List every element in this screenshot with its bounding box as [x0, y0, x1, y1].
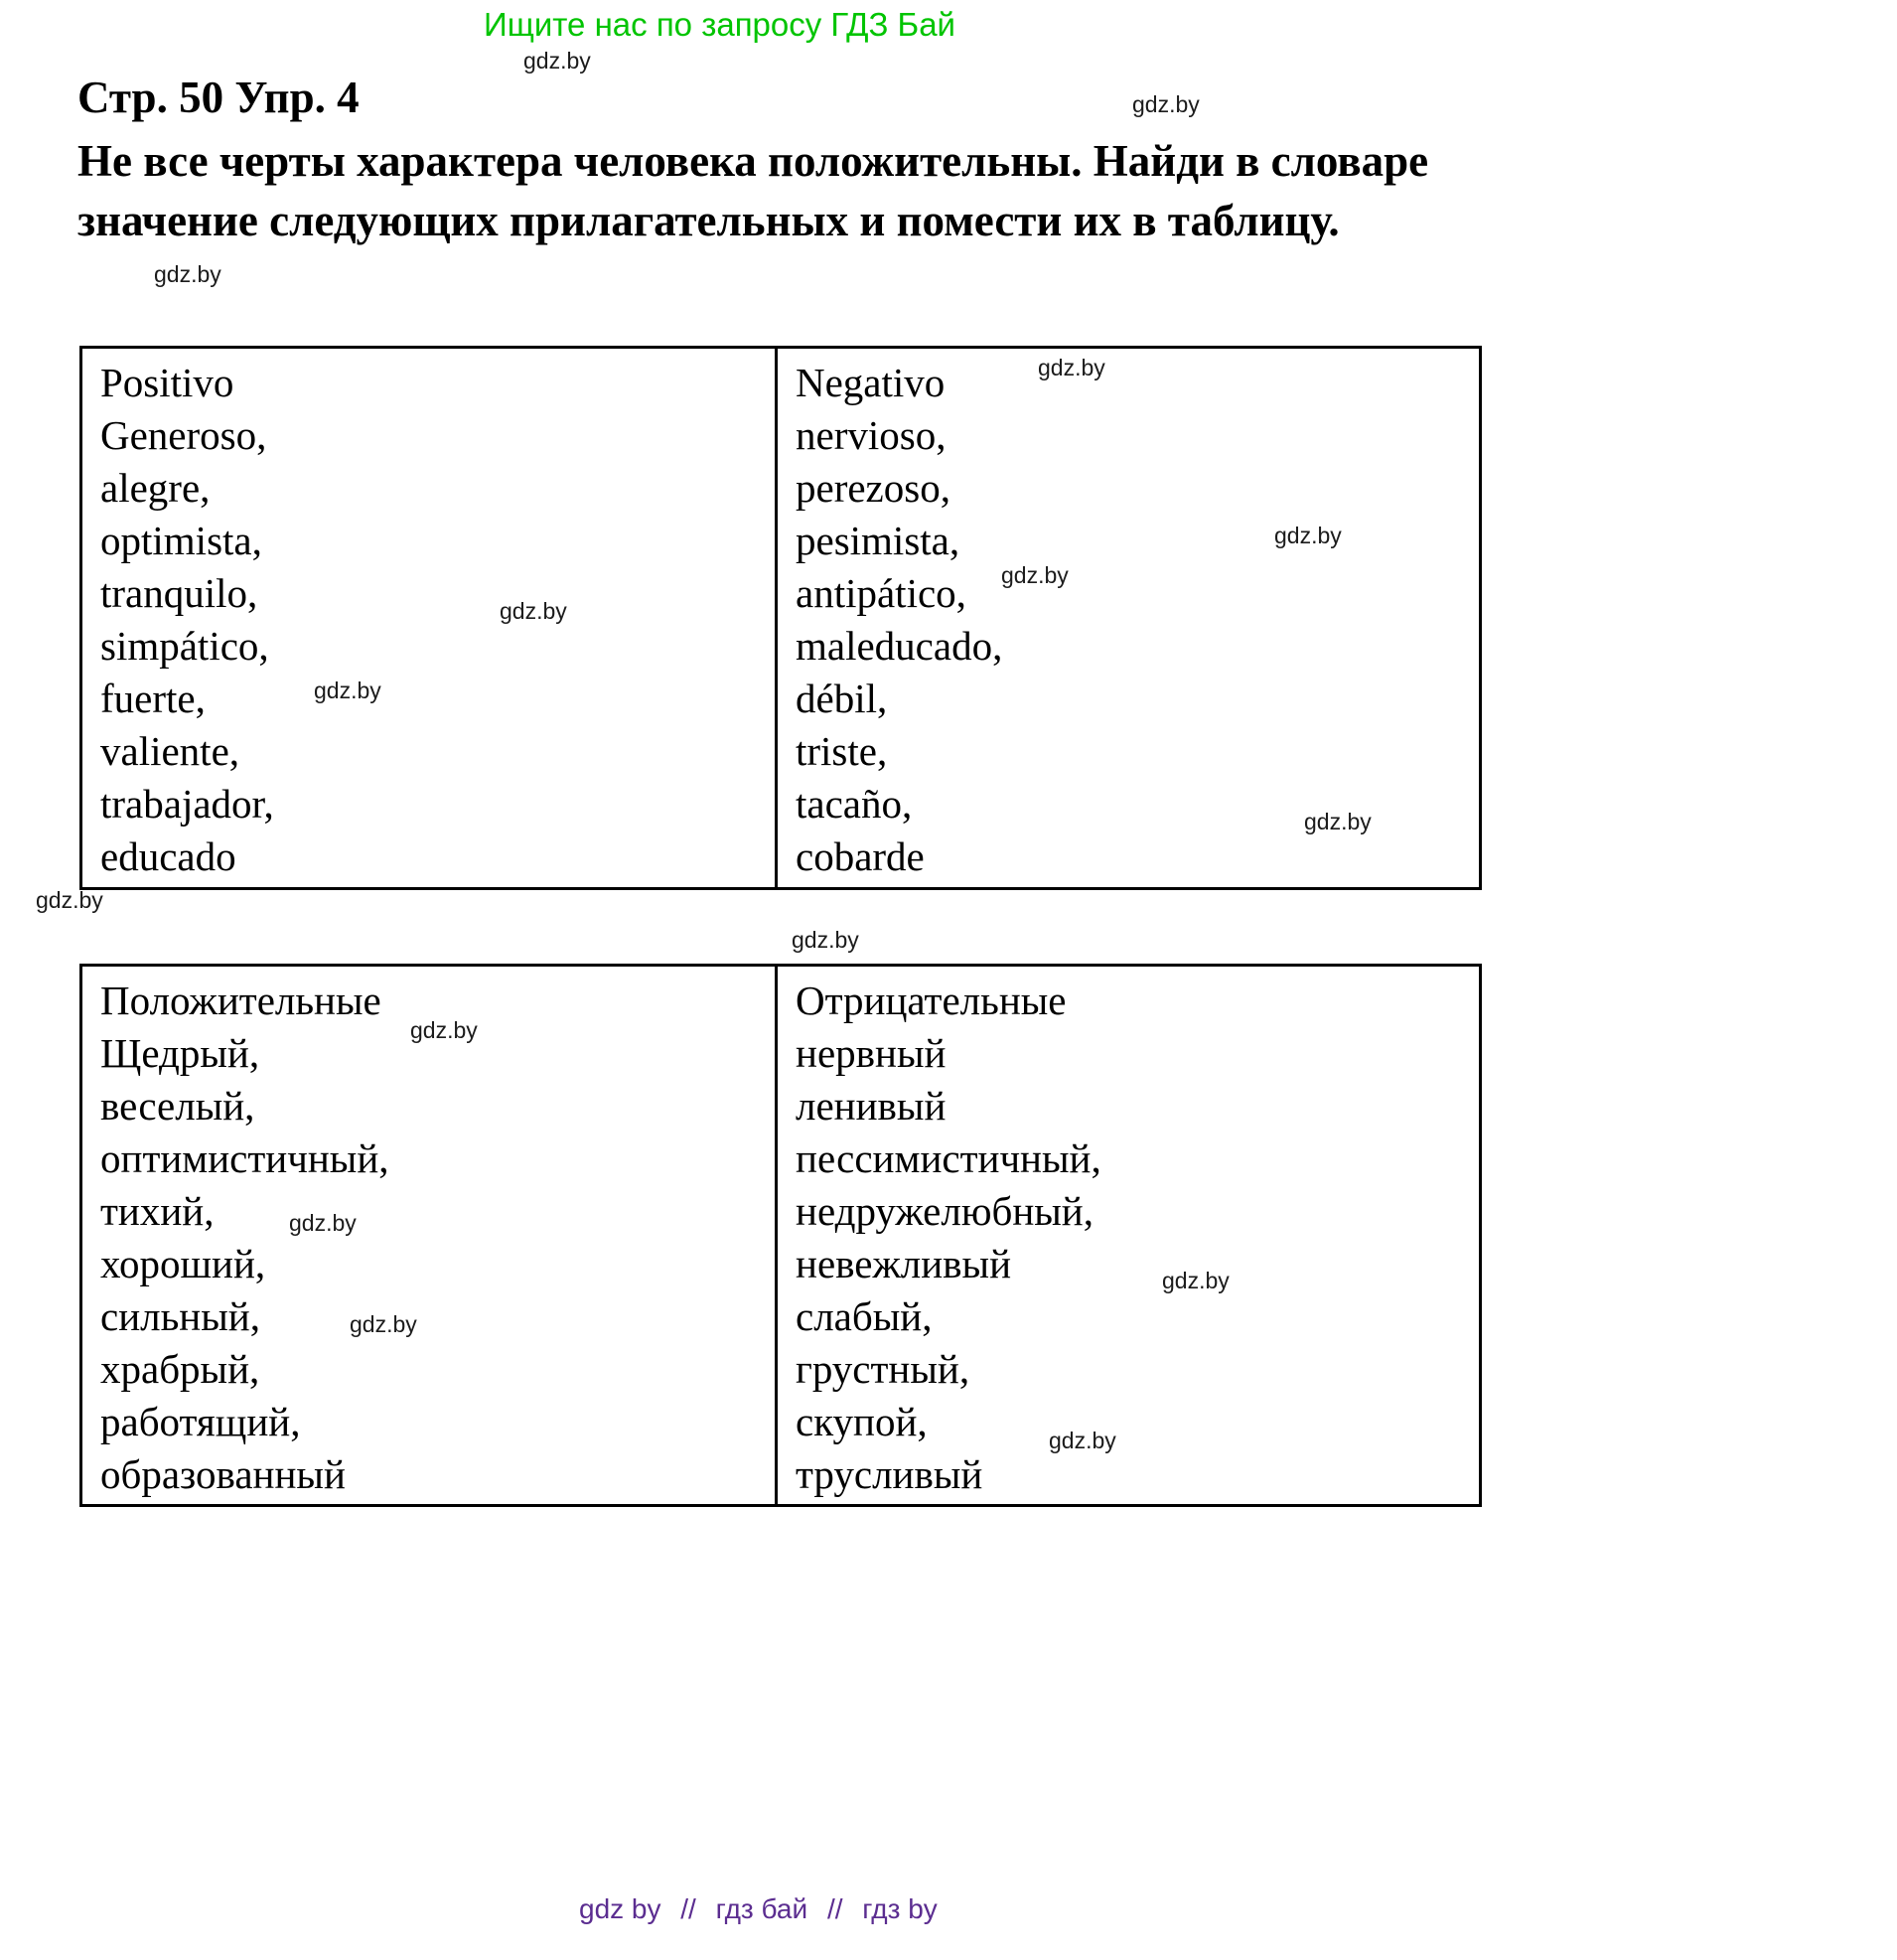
gdz-watermark: gdz.by — [1162, 1268, 1230, 1293]
table-line: fuerte, — [100, 676, 206, 721]
gdz-watermark: gdz.by — [154, 261, 221, 287]
table-line: pesimista, — [796, 518, 960, 563]
table-line: хороший, — [100, 1241, 266, 1286]
table-line: simpático, — [100, 623, 269, 669]
table-line: cobarde — [796, 833, 925, 879]
table-line: trabajador, — [100, 781, 274, 827]
table-line: тихий, — [100, 1188, 215, 1234]
table-line: ленивый — [796, 1083, 947, 1129]
table-line: alegre, — [100, 465, 211, 511]
spanish-adjectives-table — [79, 346, 1482, 890]
footer-separator: // — [826, 1893, 843, 1924]
gdz-watermark: gdz.by — [36, 887, 103, 913]
table-line: valiente, — [100, 728, 240, 774]
gdz-watermark: gdz.by — [1038, 355, 1105, 380]
gdz-watermark: gdz.by — [523, 48, 591, 74]
table-line: грустный, — [796, 1346, 970, 1392]
table-line: храбрый, — [100, 1346, 260, 1392]
page-title: Стр. 50 Упр. 4 — [77, 73, 360, 122]
table-line: tacaño, — [796, 781, 913, 827]
table-cell-negativo — [778, 349, 1479, 887]
gdz-watermark: gdz.by — [1304, 809, 1372, 834]
table-line: слабый, — [796, 1293, 933, 1339]
table-line: triste, — [796, 728, 888, 774]
table-line: Щедрый, — [100, 1030, 260, 1076]
table-line: работящий, — [100, 1399, 301, 1444]
table-line: nervioso, — [796, 412, 947, 458]
table-line: образованный — [100, 1451, 346, 1497]
table-line: optimista, — [100, 518, 262, 563]
table-line: antipático, — [796, 570, 966, 616]
gdz-watermark: gdz.by — [1274, 523, 1342, 548]
column-header-positivo: Positivo — [100, 360, 234, 405]
table-line: maleducado, — [796, 623, 1003, 669]
column-items-positivo — [100, 409, 765, 883]
table-line: débil, — [796, 676, 888, 721]
table-line: perezoso, — [796, 465, 950, 511]
table-line: невежливый — [796, 1241, 1012, 1286]
gdz-watermark: gdz.by — [792, 927, 859, 953]
table-line: трусливый — [796, 1451, 983, 1497]
table-line: educado — [100, 833, 236, 879]
footer-link-gdz-by[interactable]: gdz by — [579, 1893, 661, 1924]
column-items-positive-ru — [100, 1027, 765, 1501]
gdz-watermark: gdz.by — [289, 1210, 357, 1236]
column-header-positive-ru: Положительные — [100, 978, 381, 1023]
table-line: оптимистичный, — [100, 1135, 389, 1181]
table-line: веселый, — [100, 1083, 255, 1129]
column-items-negative-ru — [796, 1027, 1469, 1501]
table-line: скупой, — [796, 1399, 928, 1444]
task-line-2: значение следующих прилагательных и помести их в таблицу. — [77, 196, 1340, 245]
table-line: сильный, — [100, 1293, 260, 1339]
gdz-watermark: gdz.by — [1132, 91, 1200, 117]
gdz-watermark: gdz.by — [1049, 1428, 1116, 1453]
gdz-watermark: gdz.by — [500, 598, 567, 624]
task-line-1: Не все черты характера человека положительны. Найди в словаре — [77, 136, 1429, 186]
table-line: нервный — [796, 1030, 947, 1076]
gdz-watermark: gdz.by — [410, 1017, 478, 1043]
table-cell-positive-ru — [82, 967, 778, 1504]
column-header-negative-ru: Отрицательные — [796, 978, 1067, 1023]
column-header-negativo: Negativo — [796, 360, 946, 405]
gdz-watermark: gdz.by — [350, 1311, 417, 1337]
gdz-watermark: gdz.by — [314, 678, 381, 703]
table-cell-positivo — [82, 349, 778, 887]
table-cell-negative-ru — [778, 967, 1479, 1504]
table-line: Generoso, — [100, 412, 267, 458]
promo-banner: Ищите нас по запросу ГДЗ Бай — [484, 6, 955, 43]
table-line: tranquilo, — [100, 570, 258, 616]
gdz-watermark: gdz.by — [1001, 562, 1069, 588]
footer-link-gdz-bai[interactable]: гдз бай — [715, 1893, 808, 1924]
task-text — [77, 131, 1428, 250]
footer-separator: // — [680, 1893, 696, 1924]
footer-links — [579, 1893, 938, 1925]
table-line: пессимистичный, — [796, 1135, 1101, 1181]
table-line: недружелюбный, — [796, 1188, 1094, 1234]
footer-link-gdz-by-2[interactable]: гдз by — [862, 1893, 938, 1924]
